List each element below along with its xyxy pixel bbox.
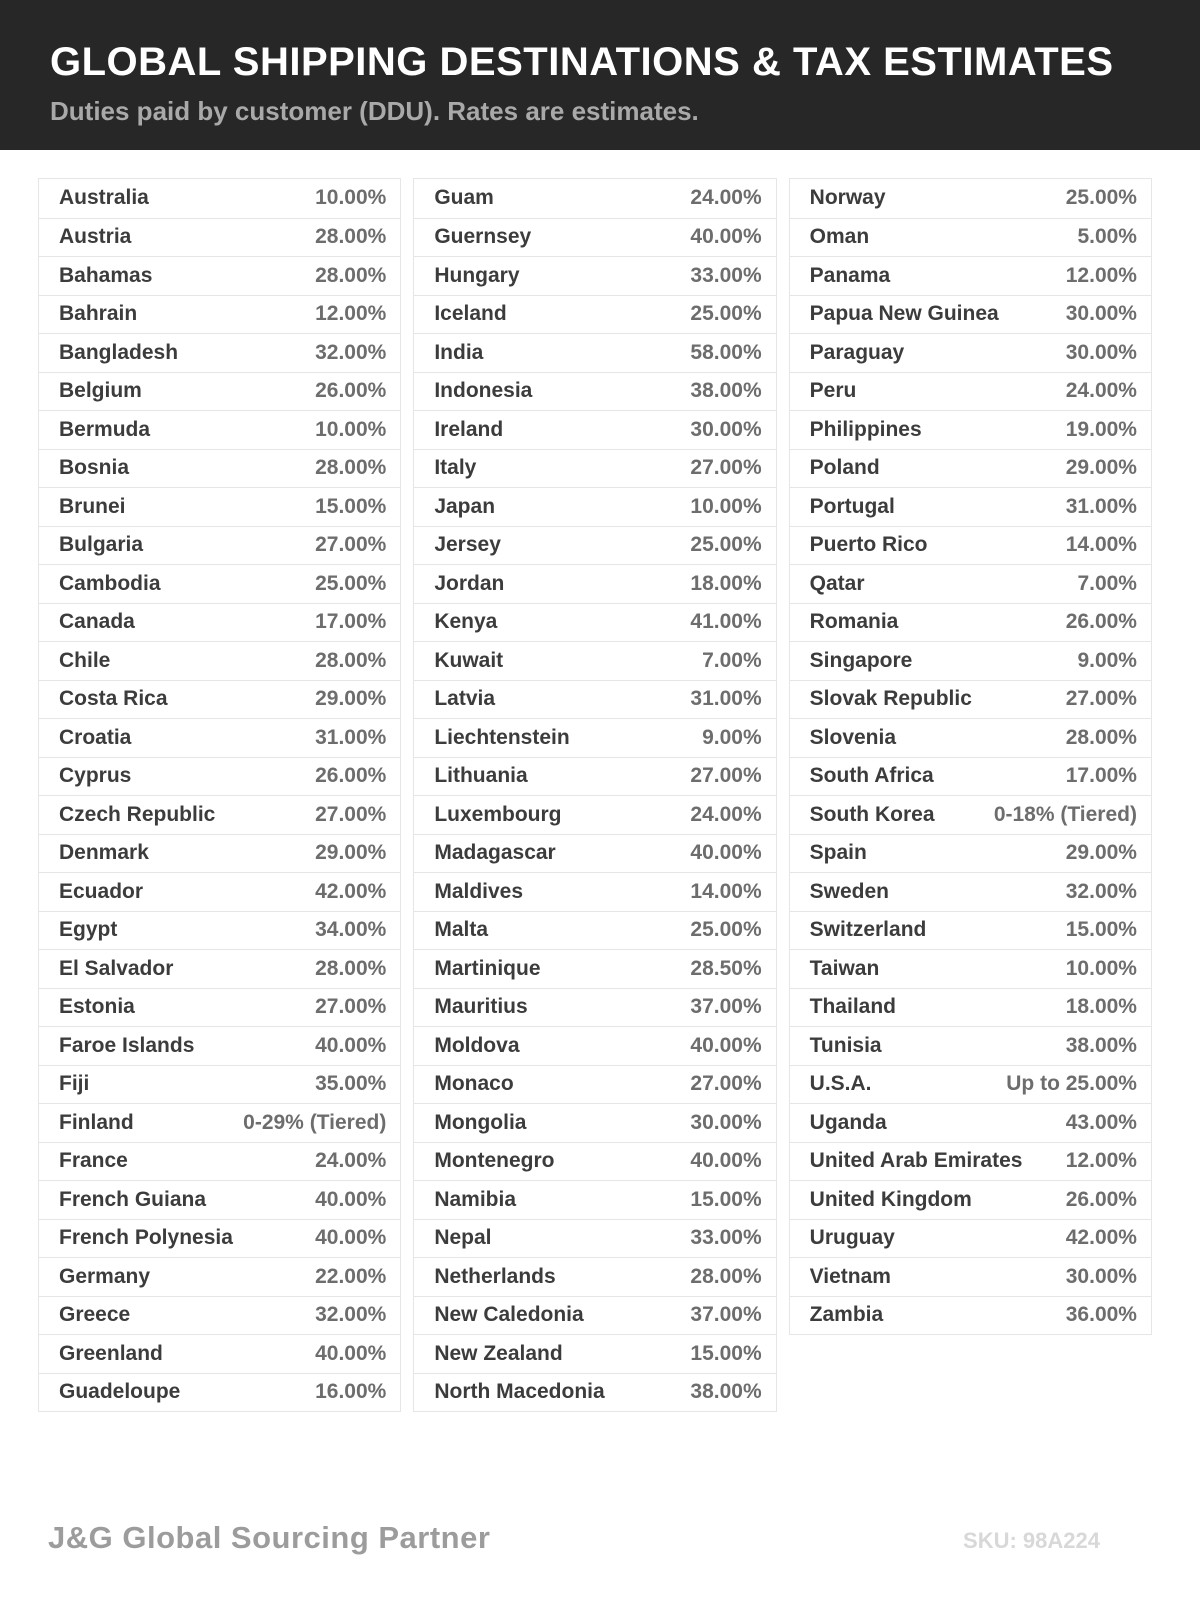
table-row bbox=[39, 1180, 400, 1219]
country-name: Germany bbox=[59, 1264, 151, 1288]
table-row bbox=[414, 410, 775, 449]
country-name: Qatar bbox=[809, 571, 865, 595]
tax-rate: 12.00% bbox=[1065, 1149, 1137, 1173]
country-name: Peru bbox=[809, 379, 857, 403]
country-name: Netherlands bbox=[434, 1264, 556, 1288]
country-name: Slovenia bbox=[809, 725, 897, 749]
table-row bbox=[39, 218, 400, 257]
country-name: Norway bbox=[809, 186, 886, 210]
country-name: Madagascar bbox=[434, 841, 556, 865]
table-row bbox=[790, 1219, 1151, 1258]
country-name: Guam bbox=[434, 186, 494, 210]
tax-rate: 40.00% bbox=[315, 1033, 387, 1057]
tax-rate: 15.00% bbox=[690, 1341, 762, 1365]
table-row bbox=[790, 1142, 1151, 1181]
country-name: Czech Republic bbox=[59, 802, 216, 826]
table-row bbox=[414, 564, 775, 603]
tax-rate: 38.00% bbox=[1065, 1033, 1137, 1057]
tax-rate: 17.00% bbox=[315, 610, 387, 634]
tax-rate: 38.00% bbox=[690, 1380, 762, 1404]
tax-rate: 37.00% bbox=[690, 995, 762, 1019]
table-row bbox=[39, 1065, 400, 1104]
table-row bbox=[790, 1296, 1151, 1335]
tax-rate: 9.00% bbox=[1077, 648, 1137, 672]
table-row bbox=[790, 295, 1151, 334]
country-name: Egypt bbox=[59, 918, 118, 942]
country-name: Mauritius bbox=[434, 995, 528, 1019]
country-name: Poland bbox=[809, 456, 880, 480]
country-name: Bulgaria bbox=[59, 533, 144, 557]
tax-rate: 28.00% bbox=[315, 456, 387, 480]
tax-rate: 12.00% bbox=[1065, 263, 1137, 287]
table-row bbox=[414, 526, 775, 565]
tax-rate: 10.00% bbox=[315, 417, 387, 441]
tax-rate: 27.00% bbox=[690, 456, 762, 480]
table-row bbox=[414, 949, 775, 988]
country-name: Romania bbox=[809, 610, 899, 634]
tax-rate: 28.50% bbox=[690, 956, 762, 980]
tax-rate: 27.00% bbox=[690, 1072, 762, 1096]
tax-rate: 19.00% bbox=[1065, 417, 1137, 441]
table-row bbox=[790, 1065, 1151, 1104]
table-row bbox=[790, 834, 1151, 873]
table-row bbox=[790, 564, 1151, 603]
tax-rate: 34.00% bbox=[315, 918, 387, 942]
table-row bbox=[790, 1103, 1151, 1142]
table-row bbox=[790, 872, 1151, 911]
country-name: South Korea bbox=[809, 802, 935, 826]
rates-column-3 bbox=[789, 178, 1152, 1335]
country-name: Switzerland bbox=[809, 918, 927, 942]
country-name: Kuwait bbox=[434, 648, 504, 672]
tax-rate: 12.00% bbox=[315, 302, 387, 326]
tax-rate: 32.00% bbox=[315, 1303, 387, 1327]
country-name: Lithuania bbox=[434, 764, 528, 788]
tax-rate: 31.00% bbox=[1065, 494, 1137, 518]
country-name: French Guiana bbox=[59, 1187, 207, 1211]
table-row bbox=[414, 218, 775, 257]
table-row bbox=[39, 564, 400, 603]
country-name: Sweden bbox=[809, 879, 890, 903]
table-row bbox=[790, 1257, 1151, 1296]
country-name: Vietnam bbox=[809, 1264, 891, 1288]
table-row bbox=[414, 256, 775, 295]
tax-rate: 43.00% bbox=[1065, 1110, 1137, 1134]
country-name: Cambodia bbox=[59, 571, 161, 595]
country-name: Greenland bbox=[59, 1341, 163, 1365]
table-row bbox=[39, 1103, 400, 1142]
tax-rate: 24.00% bbox=[690, 186, 762, 210]
tax-rate: 40.00% bbox=[315, 1226, 387, 1250]
table-row bbox=[414, 333, 775, 372]
tax-rate: 25.00% bbox=[690, 302, 762, 326]
table-row bbox=[39, 179, 400, 218]
country-name: Taiwan bbox=[809, 956, 880, 980]
country-name: Kenya bbox=[434, 610, 498, 634]
country-name: Martinique bbox=[434, 956, 541, 980]
tax-rate: 40.00% bbox=[690, 1149, 762, 1173]
country-name: Tunisia bbox=[809, 1033, 882, 1057]
tax-rate: 40.00% bbox=[690, 841, 762, 865]
table-row bbox=[790, 603, 1151, 642]
table-row bbox=[414, 834, 775, 873]
tax-rate: 18.00% bbox=[690, 571, 762, 595]
table-row bbox=[39, 295, 400, 334]
country-name: Moldova bbox=[434, 1033, 520, 1057]
tax-rate: 26.00% bbox=[1065, 610, 1137, 634]
table-row bbox=[414, 795, 775, 834]
table-row bbox=[790, 372, 1151, 411]
tax-rate: 30.00% bbox=[1065, 340, 1137, 364]
page-title: GLOBAL SHIPPING DESTINATIONS & TAX ESTIMATES bbox=[50, 40, 1114, 84]
country-name: Mongolia bbox=[434, 1110, 527, 1134]
table-row bbox=[414, 718, 775, 757]
sku-label: SKU: 98A224 bbox=[963, 1528, 1100, 1553]
tax-rate: 29.00% bbox=[315, 841, 387, 865]
table-row bbox=[39, 949, 400, 988]
table-row bbox=[414, 487, 775, 526]
table-row bbox=[39, 256, 400, 295]
table-row bbox=[39, 718, 400, 757]
table-row bbox=[39, 911, 400, 950]
table-row bbox=[414, 988, 775, 1027]
country-name: Panama bbox=[809, 263, 891, 287]
table-row bbox=[790, 218, 1151, 257]
country-name: Spain bbox=[809, 841, 867, 865]
table-row bbox=[414, 1142, 775, 1181]
country-name: French Polynesia bbox=[59, 1226, 233, 1250]
rates-column-1 bbox=[38, 178, 401, 1412]
table-row bbox=[790, 680, 1151, 719]
tax-rate: 28.00% bbox=[315, 263, 387, 287]
table-row bbox=[414, 1334, 775, 1373]
country-name: Canada bbox=[59, 610, 135, 634]
table-row bbox=[414, 757, 775, 796]
tax-rate: 0-18% (Tiered) bbox=[993, 802, 1137, 826]
country-name: Japan bbox=[434, 494, 496, 518]
tax-rate: 33.00% bbox=[690, 1226, 762, 1250]
table-row bbox=[414, 1373, 775, 1412]
tax-rate: 32.00% bbox=[1065, 879, 1137, 903]
table-row bbox=[39, 487, 400, 526]
tax-rate: 5.00% bbox=[1077, 225, 1137, 249]
tax-rate: 33.00% bbox=[690, 263, 762, 287]
page-subtitle: Duties paid by customer (DDU). Rates are estimates. bbox=[50, 96, 699, 126]
tax-rate: 24.00% bbox=[690, 802, 762, 826]
country-name: Oman bbox=[809, 225, 870, 249]
country-name: Brunei bbox=[59, 494, 126, 518]
table-row bbox=[39, 449, 400, 488]
tax-rate: 40.00% bbox=[315, 1187, 387, 1211]
table-row bbox=[39, 641, 400, 680]
table-row bbox=[414, 449, 775, 488]
tax-rate: Up to 25.00% bbox=[1006, 1072, 1137, 1096]
country-name: Maldives bbox=[434, 879, 524, 903]
tax-rate: 42.00% bbox=[1065, 1226, 1137, 1250]
table-row bbox=[790, 449, 1151, 488]
tax-rate: 7.00% bbox=[1077, 571, 1137, 595]
rates-table bbox=[38, 178, 1152, 1412]
tax-rate: 24.00% bbox=[1065, 379, 1137, 403]
tax-rate: 25.00% bbox=[1065, 186, 1137, 210]
country-name: New Zealand bbox=[434, 1341, 563, 1365]
table-row bbox=[39, 526, 400, 565]
tax-rate: 27.00% bbox=[1065, 687, 1137, 711]
country-name: Guernsey bbox=[434, 225, 532, 249]
country-name: Greece bbox=[59, 1303, 131, 1327]
table-row bbox=[790, 1180, 1151, 1219]
table-row bbox=[414, 179, 775, 218]
tax-rate: 27.00% bbox=[315, 533, 387, 557]
table-row bbox=[39, 1219, 400, 1258]
country-name: Philippines bbox=[809, 417, 922, 441]
country-name: Guadeloupe bbox=[59, 1380, 181, 1404]
brand-name: J&G Global Sourcing Partner bbox=[48, 1520, 491, 1555]
tax-rate: 38.00% bbox=[690, 379, 762, 403]
country-name: Faroe Islands bbox=[59, 1033, 195, 1057]
table-row bbox=[414, 1219, 775, 1258]
table-row bbox=[414, 1026, 775, 1065]
table-row bbox=[414, 911, 775, 950]
tax-rate: 15.00% bbox=[690, 1187, 762, 1211]
tax-rate: 40.00% bbox=[690, 225, 762, 249]
country-name: Jordan bbox=[434, 571, 505, 595]
tax-rate: 14.00% bbox=[1065, 533, 1137, 557]
tax-rate: 27.00% bbox=[315, 802, 387, 826]
table-row bbox=[414, 1065, 775, 1104]
tax-rate: 29.00% bbox=[1065, 841, 1137, 865]
country-name: Bahrain bbox=[59, 302, 138, 326]
country-name: Chile bbox=[59, 648, 111, 672]
table-row bbox=[790, 1026, 1151, 1065]
country-name: Hungary bbox=[434, 263, 520, 287]
table-row bbox=[39, 795, 400, 834]
country-name: United Kingdom bbox=[809, 1187, 972, 1211]
tax-rate: 40.00% bbox=[315, 1341, 387, 1365]
table-row bbox=[39, 333, 400, 372]
tax-rate: 30.00% bbox=[690, 1110, 762, 1134]
country-name: Thailand bbox=[809, 995, 896, 1019]
table-row bbox=[790, 949, 1151, 988]
country-name: Malta bbox=[434, 918, 489, 942]
country-name: South Africa bbox=[809, 764, 934, 788]
country-name: United Arab Emirates bbox=[809, 1149, 1023, 1173]
tax-rate: 58.00% bbox=[690, 340, 762, 364]
tax-rate: 26.00% bbox=[1065, 1187, 1137, 1211]
country-name: Zambia bbox=[809, 1303, 884, 1327]
tax-rate: 27.00% bbox=[690, 764, 762, 788]
tax-rate: 28.00% bbox=[315, 648, 387, 672]
table-row bbox=[39, 680, 400, 719]
tax-rate: 29.00% bbox=[1065, 456, 1137, 480]
country-name: Namibia bbox=[434, 1187, 517, 1211]
table-row bbox=[39, 372, 400, 411]
table-row bbox=[414, 603, 775, 642]
table-row bbox=[39, 757, 400, 796]
country-name: Singapore bbox=[809, 648, 913, 672]
tax-rate: 30.00% bbox=[1065, 1264, 1137, 1288]
tax-rate: 15.00% bbox=[315, 494, 387, 518]
country-name: Finland bbox=[59, 1110, 134, 1134]
table-row bbox=[414, 1103, 775, 1142]
table-row bbox=[790, 333, 1151, 372]
country-name: Slovak Republic bbox=[809, 687, 972, 711]
table-row bbox=[39, 1257, 400, 1296]
table-row bbox=[39, 1334, 400, 1373]
country-name: Denmark bbox=[59, 841, 149, 865]
table-row bbox=[39, 1296, 400, 1335]
table-row bbox=[39, 410, 400, 449]
tax-rate: 15.00% bbox=[1065, 918, 1137, 942]
country-name: Puerto Rico bbox=[809, 533, 928, 557]
country-name: Bermuda bbox=[59, 417, 151, 441]
tax-rate: 28.00% bbox=[315, 956, 387, 980]
country-name: Paraguay bbox=[809, 340, 905, 364]
country-name: Costa Rica bbox=[59, 687, 168, 711]
tax-rate: 29.00% bbox=[315, 687, 387, 711]
table-row bbox=[790, 911, 1151, 950]
tax-rate: 7.00% bbox=[702, 648, 762, 672]
footer bbox=[48, 1520, 1100, 1556]
tax-rate: 31.00% bbox=[315, 725, 387, 749]
tax-rate: 36.00% bbox=[1065, 1303, 1137, 1327]
country-name: Luxembourg bbox=[434, 802, 562, 826]
tax-rate: 40.00% bbox=[690, 1033, 762, 1057]
country-name: Bahamas bbox=[59, 263, 153, 287]
tax-rate: 30.00% bbox=[1065, 302, 1137, 326]
tax-rate: 24.00% bbox=[315, 1149, 387, 1173]
tax-rate: 0-29% (Tiered) bbox=[243, 1110, 387, 1134]
country-name: Italy bbox=[434, 456, 477, 480]
country-name: Montenegro bbox=[434, 1149, 555, 1173]
table-row bbox=[790, 179, 1151, 218]
table-row bbox=[790, 718, 1151, 757]
country-name: Ireland bbox=[434, 417, 504, 441]
tax-rate: 31.00% bbox=[690, 687, 762, 711]
tax-rate: 17.00% bbox=[1065, 764, 1137, 788]
country-name: El Salvador bbox=[59, 956, 174, 980]
country-name: France bbox=[59, 1149, 128, 1173]
tax-rate: 9.00% bbox=[702, 725, 762, 749]
table-row bbox=[790, 795, 1151, 834]
table-row bbox=[790, 487, 1151, 526]
country-name: Australia bbox=[59, 186, 149, 210]
country-name: Iceland bbox=[434, 302, 507, 326]
country-name: U.S.A. bbox=[809, 1072, 872, 1096]
country-name: Portugal bbox=[809, 494, 895, 518]
country-name: Uganda bbox=[809, 1110, 887, 1134]
tax-rate: 26.00% bbox=[315, 379, 387, 403]
table-row bbox=[39, 872, 400, 911]
tax-rate: 25.00% bbox=[690, 918, 762, 942]
tax-rate: 25.00% bbox=[315, 571, 387, 595]
country-name: Monaco bbox=[434, 1072, 514, 1096]
table-row bbox=[39, 988, 400, 1027]
table-row bbox=[414, 372, 775, 411]
table-row bbox=[790, 641, 1151, 680]
country-name: Papua New Guinea bbox=[809, 302, 999, 326]
table-row bbox=[39, 603, 400, 642]
table-row bbox=[414, 1296, 775, 1335]
table-row bbox=[790, 988, 1151, 1027]
tax-rate: 10.00% bbox=[690, 494, 762, 518]
country-name: Nepal bbox=[434, 1226, 492, 1250]
country-name: Jersey bbox=[434, 533, 501, 557]
country-name: North Macedonia bbox=[434, 1380, 605, 1404]
table-row bbox=[414, 295, 775, 334]
tax-rate: 42.00% bbox=[315, 879, 387, 903]
country-name: Bosnia bbox=[59, 456, 130, 480]
tax-rate: 32.00% bbox=[315, 340, 387, 364]
tax-rate: 14.00% bbox=[690, 879, 762, 903]
table-row bbox=[414, 1257, 775, 1296]
tax-rate: 30.00% bbox=[690, 417, 762, 441]
country-name: India bbox=[434, 340, 484, 364]
table-row bbox=[414, 872, 775, 911]
table-row bbox=[39, 1373, 400, 1412]
table-row bbox=[414, 680, 775, 719]
country-name: Ecuador bbox=[59, 879, 144, 903]
table-row bbox=[414, 641, 775, 680]
tax-rate: 28.00% bbox=[315, 225, 387, 249]
tax-rate: 27.00% bbox=[315, 995, 387, 1019]
rates-column-2 bbox=[413, 178, 776, 1412]
country-name: Bangladesh bbox=[59, 340, 179, 364]
tax-rate: 10.00% bbox=[315, 186, 387, 210]
tax-rate: 35.00% bbox=[315, 1072, 387, 1096]
country-name: New Caledonia bbox=[434, 1303, 584, 1327]
table-row bbox=[414, 1180, 775, 1219]
country-name: Estonia bbox=[59, 995, 135, 1019]
country-name: Croatia bbox=[59, 725, 132, 749]
table-row bbox=[790, 526, 1151, 565]
tax-rate: 28.00% bbox=[690, 1264, 762, 1288]
tax-rate: 28.00% bbox=[1065, 725, 1137, 749]
table-row bbox=[39, 1142, 400, 1181]
header bbox=[0, 0, 1200, 150]
country-name: Cyprus bbox=[59, 764, 132, 788]
country-name: Indonesia bbox=[434, 379, 533, 403]
country-name: Latvia bbox=[434, 687, 496, 711]
country-name: Uruguay bbox=[809, 1226, 895, 1250]
tax-rate: 22.00% bbox=[315, 1264, 387, 1288]
country-name: Belgium bbox=[59, 379, 142, 403]
tax-rate: 10.00% bbox=[1065, 956, 1137, 980]
tax-rate: 18.00% bbox=[1065, 995, 1137, 1019]
tax-rate: 26.00% bbox=[315, 764, 387, 788]
tax-rate: 16.00% bbox=[315, 1380, 387, 1404]
country-name: Fiji bbox=[59, 1072, 90, 1096]
tax-rate: 41.00% bbox=[690, 610, 762, 634]
table-row bbox=[39, 834, 400, 873]
table-row bbox=[790, 410, 1151, 449]
tax-rate: 25.00% bbox=[690, 533, 762, 557]
table-row bbox=[39, 1026, 400, 1065]
tax-rate: 37.00% bbox=[690, 1303, 762, 1327]
country-name: Liechtenstein bbox=[434, 725, 570, 749]
table-row bbox=[790, 757, 1151, 796]
country-name: Austria bbox=[59, 225, 132, 249]
table-row bbox=[790, 256, 1151, 295]
